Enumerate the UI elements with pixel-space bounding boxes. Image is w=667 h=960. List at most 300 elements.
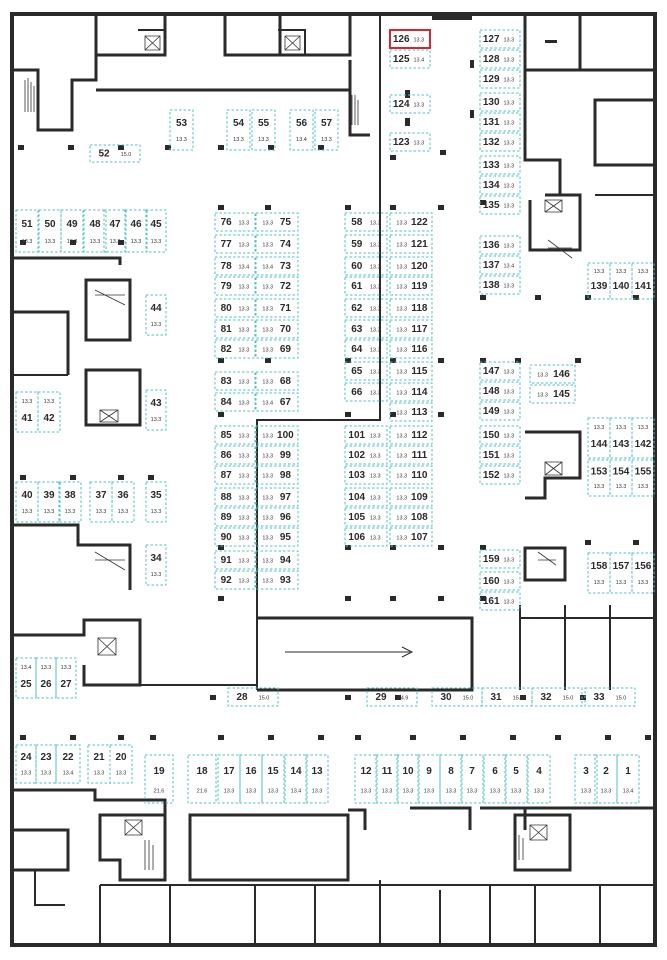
parking-spot-93[interactable] [256,571,298,589]
spot-outline [632,460,654,496]
spot-outline [617,755,639,803]
spot-area: 13.3 [503,473,515,480]
parking-spot-43[interactable] [146,390,166,430]
spot-number: 36 [117,490,129,501]
parking-spot-113[interactable] [390,403,432,421]
spot-area: 13.3 [117,509,129,516]
parking-spot-45[interactable] [146,210,166,252]
parking-spot-50[interactable] [39,210,61,252]
spot-number: 7 [469,766,475,778]
parking-spot-16[interactable] [240,755,262,803]
spot-area: 13.3 [423,788,435,795]
parking-spot-56[interactable] [290,110,313,150]
parking-spot-146[interactable] [530,365,575,383]
spot-number: 119 [411,281,428,293]
spot-number: 135 [482,200,500,212]
spot-outline [38,482,60,522]
parking-spot-42[interactable] [38,392,60,432]
spot-number: 155 [634,466,652,478]
spot-number: 143 [612,438,630,450]
spot-number: 47 [109,218,121,230]
parking-spot-36[interactable] [112,482,134,522]
spot-number: 78 [220,261,232,273]
spot-area: 13.4 [413,57,425,64]
parking-spot-3[interactable] [575,755,597,803]
parking-spot-68[interactable] [256,372,298,390]
parking-spot-105[interactable] [345,508,387,526]
parking-spot-102[interactable] [345,446,387,464]
spot-outline [575,755,597,803]
spot-area: 13.3 [503,100,515,107]
parking-spot-101[interactable] [345,426,387,444]
parking-spot-86[interactable] [215,446,255,464]
parking-spot-158[interactable] [588,553,610,593]
parking-spot-92[interactable] [215,571,255,589]
ramp-direction-arrow-icon [285,647,412,657]
parking-spot-15[interactable] [262,755,284,803]
spot-number: 94 [279,555,291,567]
spot-area: 13.3 [109,238,121,245]
parking-spot-46[interactable] [125,210,147,252]
spot-area: 13.3 [381,788,393,795]
spot-number: 28 [236,692,248,704]
parking-spot-114[interactable] [390,383,432,401]
parking-spot-133[interactable] [480,156,520,174]
parking-spot-160[interactable] [480,572,520,590]
spot-area: 13.3 [369,306,381,313]
spot-number: 126 [392,34,410,46]
spot-number: 99 [279,450,291,462]
spot-number: 100 [277,430,294,442]
spot-number: 123 [392,137,410,149]
spot-area: 13.3 [593,484,605,491]
spot-area: 13.3 [238,515,250,522]
spot-number: 109 [411,492,428,504]
spot-area: 13.3 [238,400,250,407]
spot-outline [146,210,166,252]
parking-spot-95[interactable] [256,528,298,546]
parking-spot-107[interactable] [390,528,432,546]
parking-spot-72[interactable] [256,277,298,295]
spot-number: 105 [348,512,366,524]
spot-number: 48 [89,218,101,230]
parking-spot-140[interactable] [610,263,632,299]
parking-spot-2[interactable] [595,755,617,803]
parking-spot-109[interactable] [390,488,432,506]
spot-area: 13.3 [238,306,250,313]
parking-spot-123[interactable] [390,133,430,151]
parking-spot-83[interactable] [215,372,255,390]
spot-number: 38 [64,490,76,501]
parking-spot-151[interactable] [480,446,520,464]
parking-spot-137[interactable] [480,256,520,274]
parking-spot-35[interactable] [146,482,166,522]
parking-spot-90[interactable] [215,528,255,546]
spot-outline [227,110,250,150]
spot-number: 33 [593,692,605,704]
parking-spot-19[interactable] [145,755,173,803]
parking-spot-79[interactable] [215,277,255,295]
parking-spot-98[interactable] [256,466,298,484]
parking-spot-14[interactable] [285,755,307,803]
parking-spot-73[interactable] [256,257,298,275]
spot-outline [461,755,483,803]
parking-spot-141[interactable] [632,263,654,299]
spot-area: 13.3 [396,535,408,542]
spot-area: 13.3 [150,322,162,329]
parking-spot-18[interactable] [188,755,216,803]
parking-spot-154[interactable] [610,460,632,496]
spot-number: 34 [150,553,162,564]
spot-number: 91 [220,555,232,567]
spot-number: 79 [220,281,232,293]
parking-spot-111[interactable] [390,446,432,464]
spot-area: 13.3 [262,327,274,334]
spot-outline [397,755,419,803]
parking-spot-5[interactable] [505,755,527,803]
spot-area: 13.3 [593,425,605,432]
spot-number: 89 [220,512,232,524]
spot-area: 13.3 [262,242,274,249]
parking-spot-4[interactable] [528,755,550,803]
parking-spot-157[interactable] [610,553,632,593]
parking-spot-132[interactable] [480,133,520,151]
spot-number: 148 [482,386,500,398]
spot-area: 13.3 [402,788,414,795]
parking-spot-129[interactable] [480,70,520,88]
spot-number: 59 [351,239,363,251]
parking-spot-27[interactable] [56,658,76,698]
spot-outline [146,482,166,522]
parking-spot-88[interactable] [215,488,255,506]
parking-spot-8[interactable] [440,755,462,803]
parking-spot-89[interactable] [215,508,255,526]
spot-area: 13.3 [93,770,105,777]
spot-area: 13.3 [615,425,627,432]
parking-spot-67[interactable] [256,393,298,411]
spot-outline [262,755,284,803]
spot-area: 13.3 [503,409,515,416]
parking-spot-138[interactable] [480,276,520,294]
parking-spot-139[interactable] [588,263,610,299]
spot-number: 71 [279,303,291,315]
spot-area: 13.3 [503,57,515,64]
parking-spot-7[interactable] [461,755,483,803]
parking-spot-150[interactable] [480,426,520,444]
spot-area: 13.3 [637,269,649,276]
spot-area: 13.3 [413,102,425,109]
spot-area: 13.3 [262,515,274,522]
spot-outline [110,745,132,783]
parking-spot-82[interactable] [215,340,255,358]
parking-spot-127[interactable] [480,30,520,48]
spot-area: 13.3 [369,347,381,354]
parking-spot-24[interactable] [16,745,36,783]
parking-spot-81[interactable] [215,320,255,338]
spot-area: 13.3 [262,558,274,565]
spot-outline [16,745,36,783]
parking-spot-25[interactable] [16,658,36,698]
spot-number: 95 [279,532,291,544]
spot-number: 146 [553,369,570,381]
parking-spot-10[interactable] [397,755,419,803]
parking-spot-40[interactable] [16,482,38,522]
parking-spot-94[interactable] [256,551,298,569]
parking-spot-51[interactable] [16,210,38,252]
parking-spot-130[interactable] [480,93,520,111]
parking-spot-47[interactable] [104,210,126,252]
parking-spot-74[interactable] [256,235,298,253]
parking-spot-148[interactable] [480,382,520,400]
spot-outline [170,110,193,150]
parking-spot-99[interactable] [256,446,298,464]
spot-area: 13.3 [238,453,250,460]
spot-outline [505,755,527,803]
parking-spot-144[interactable] [588,418,610,458]
parking-spot-37[interactable] [90,482,112,522]
parking-spot-52[interactable] [90,145,140,162]
spot-area: 13.3 [267,788,279,795]
spot-number: 29 [375,692,387,704]
parking-spot-103[interactable] [345,466,387,484]
spot-area: 13.3 [615,269,627,276]
parking-spot-104[interactable] [345,488,387,506]
parking-spot-53[interactable] [170,110,193,150]
spot-number: 137 [482,260,500,272]
spot-number: 75 [279,217,291,229]
parking-spot-23[interactable] [36,745,56,783]
spot-number: 39 [43,490,55,501]
parking-spot-128[interactable] [480,50,520,68]
spot-number: 125 [392,54,410,66]
parking-spot-110[interactable] [390,466,432,484]
spot-outline [145,755,173,803]
spot-area: 13.3 [262,347,274,354]
parking-spot-84[interactable] [215,393,255,411]
parking-spot-96[interactable] [256,508,298,526]
spot-area: 13.4 [262,264,274,271]
parking-spot-12[interactable] [355,755,377,803]
parking-spot-120[interactable] [390,257,432,275]
spot-outline [588,553,610,593]
parking-spot-125[interactable] [390,50,430,68]
parking-spot-78[interactable] [215,257,255,275]
spot-outline [484,755,506,803]
spot-number: 43 [150,398,162,409]
spot-number: 156 [634,561,652,572]
spot-number: 150 [482,430,500,442]
spot-area: 13.3 [637,484,649,491]
spot-number: 60 [351,261,363,273]
parking-spot-55[interactable] [252,110,275,150]
parking-spot-70[interactable] [256,320,298,338]
spot-number: 74 [279,239,291,251]
spot-area: 13.3 [262,433,274,440]
spot-number: 101 [348,430,366,442]
parking-spot-112[interactable] [390,426,432,444]
parking-spot-26[interactable] [36,658,56,698]
parking-spot-97[interactable] [256,488,298,506]
spot-number: 83 [220,376,232,388]
spot-number: 104 [348,492,366,504]
parking-spot-13[interactable] [306,755,328,803]
parking-spot-32[interactable] [532,688,582,706]
spot-number: 9 [426,766,432,778]
parking-spot-117[interactable] [390,320,432,338]
parking-spot-115[interactable] [390,362,432,380]
spot-area: 13.3 [533,788,545,795]
spot-number: 32 [540,692,552,704]
parking-spot-100[interactable] [256,426,298,444]
parking-spot-119[interactable] [390,277,432,295]
parking-spot-39[interactable] [38,482,60,522]
spot-area: 13.3 [396,433,408,440]
spot-number: 85 [220,430,232,442]
spot-number: 124 [392,99,410,111]
parking-spot-106[interactable] [345,528,387,546]
spot-number: 84 [220,397,232,409]
spot-number: 67 [279,397,291,409]
spot-outline [146,295,166,335]
parking-spot-153[interactable] [588,460,610,496]
parking-spot-145[interactable] [530,385,575,403]
spot-number: 153 [590,466,608,478]
spot-area: 13.3 [537,392,548,399]
parking-spot-121[interactable] [390,235,432,253]
parking-spot-48[interactable] [84,210,106,252]
parking-spot-57[interactable] [315,110,338,150]
parking-spot-108[interactable] [390,508,432,526]
spot-area: 13.3 [150,417,162,424]
spot-area: 13.3 [369,453,381,460]
parking-spot-22[interactable] [56,745,80,783]
spot-outline [240,755,262,803]
parking-spot-136[interactable] [480,236,520,254]
parking-spot-155[interactable] [632,460,654,496]
spot-number: 25 [20,678,32,690]
parking-spot-134[interactable] [480,176,520,194]
spot-area: 13.3 [64,509,76,516]
parking-spot-54[interactable] [227,110,250,150]
parking-spot-142[interactable] [632,418,654,458]
spot-area: 13.3 [369,515,381,522]
parking-spot-9[interactable] [418,755,440,803]
parking-spot-118[interactable] [390,299,432,317]
parking-spot-38[interactable] [59,482,81,522]
parking-spot-149[interactable] [480,402,520,420]
spot-number: 72 [279,281,291,293]
spot-area: 13.3 [21,238,33,245]
parking-spot-20[interactable] [110,745,132,783]
parking-spot-77[interactable] [215,235,255,253]
parking-spot-80[interactable] [215,299,255,317]
parking-spot-147[interactable] [480,362,520,380]
spot-outline [632,553,654,593]
spot-area: 13.3 [503,183,515,190]
spot-area: 13.3 [396,347,408,354]
parking-spot-11[interactable] [376,755,398,803]
parking-spot-49[interactable] [61,210,83,252]
spot-number: 120 [411,261,428,273]
parking-spot-21[interactable] [88,745,110,783]
spot-number: 49 [66,218,78,230]
parking-spot-159[interactable] [480,550,520,568]
spot-number: 5 [513,766,519,778]
spot-area: 13.3 [238,433,250,440]
spot-outline [218,755,240,803]
parking-spot-71[interactable] [256,299,298,317]
spot-number: 147 [482,366,500,378]
spot-area: 13.3 [537,372,548,379]
spot-area: 15.0 [615,695,627,702]
parking-spot-85[interactable] [215,426,255,444]
spot-outline [112,482,134,522]
spot-area: 13.3 [44,238,56,245]
spot-area: 15.0 [562,695,574,702]
spot-number: 30 [440,692,452,704]
spot-outline [285,755,307,803]
spot-area: 13.3 [503,77,515,84]
spot-area: 13.3 [238,327,250,334]
spot-outline [588,460,610,496]
spot-number: 161 [482,596,500,608]
parking-spot-1[interactable] [617,755,639,803]
parking-spot-135[interactable] [480,196,520,214]
spot-area: 13.3 [369,264,381,271]
parking-spot-17[interactable] [218,755,240,803]
parking-spot-122[interactable] [390,213,432,231]
spot-number: 129 [482,74,500,86]
spot-outline [59,482,81,522]
spot-area: 13.3 [262,284,274,291]
spot-outline [88,745,110,783]
spot-area: 13.3 [503,140,515,147]
parking-spot-87[interactable] [215,466,255,484]
parking-spot-116[interactable] [390,340,432,358]
parking-spot-91[interactable] [215,551,255,569]
spot-area: 13.3 [503,599,515,606]
parking-spot-131[interactable] [480,113,520,131]
spot-area: 13.3 [413,37,425,44]
parking-spot-143[interactable] [610,418,632,458]
parking-spot-126[interactable] [390,30,430,48]
parking-spot-152[interactable] [480,466,520,484]
spot-area: 13.3 [600,788,612,795]
parking-spot-161[interactable] [480,592,520,610]
spot-number: 61 [351,281,363,293]
parking-spot-34[interactable] [146,545,166,585]
spot-area: 13.3 [89,238,101,245]
spot-number: 102 [348,450,366,462]
parking-spot-75[interactable] [256,213,298,231]
parking-spot-76[interactable] [215,213,255,231]
parking-spot-33[interactable] [585,688,635,706]
parking-spot-41[interactable] [16,392,38,432]
parking-spot-44[interactable] [146,295,166,335]
spot-area: 13.3 [503,243,515,250]
spot-area: 13.3 [262,473,274,480]
parking-spot-69[interactable] [256,340,298,358]
spot-area: 13.3 [489,788,501,795]
spot-area: 13.3 [369,433,381,440]
spot-number: 98 [279,470,291,482]
spot-area: 13.3 [223,788,235,795]
spot-area: 13.3 [43,399,55,406]
parking-spot-156[interactable] [632,553,654,593]
spot-area: 13.3 [115,770,127,777]
spot-outline [39,210,61,252]
parking-spot-6[interactable] [484,755,506,803]
